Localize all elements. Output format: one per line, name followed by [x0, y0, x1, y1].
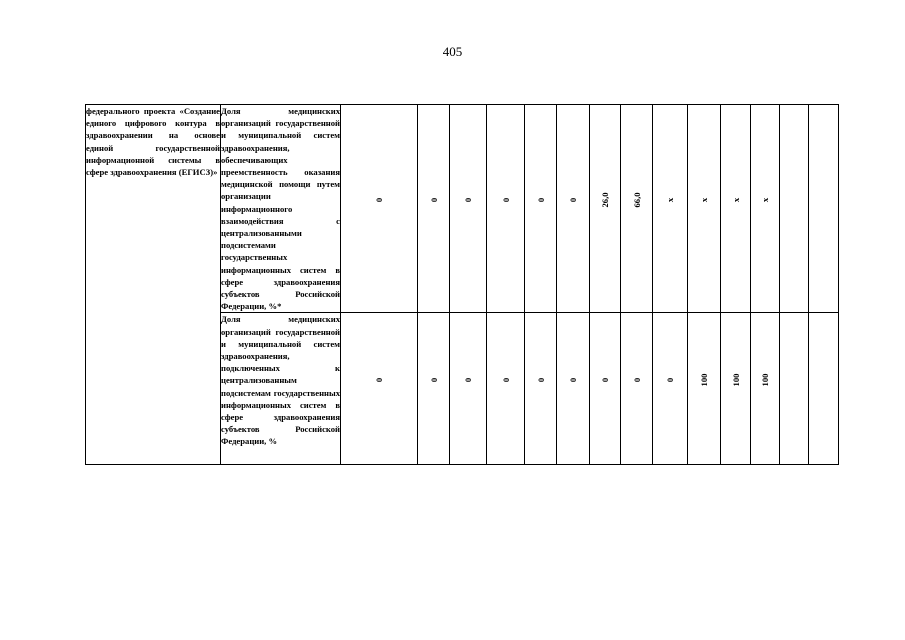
value-text: 0	[463, 377, 473, 383]
value-cell	[780, 105, 809, 313]
value-text: 66,0	[631, 192, 642, 208]
value-cell	[721, 105, 751, 313]
value-text: 0	[600, 377, 610, 383]
value-text: 0	[428, 198, 439, 203]
value-cell	[418, 105, 450, 313]
value-text: 0	[535, 377, 546, 383]
value-cell	[653, 313, 688, 465]
value-cell	[418, 313, 450, 465]
value-cell	[751, 105, 780, 313]
value-text: 100	[699, 373, 709, 387]
value-text: 0	[374, 377, 384, 383]
value-cell	[487, 105, 525, 313]
value-cell	[525, 105, 557, 313]
value-cell	[653, 105, 688, 313]
value-cell	[341, 105, 418, 313]
value-cell	[621, 313, 653, 465]
value-text: 100	[730, 373, 741, 387]
value-text: 0	[568, 377, 578, 383]
indicator-cell: Доля медицинских организаций государственной и муниципальной систем здравоохранения, обеспечивающих преемственность оказания медицинской помощи путем организации информационного взаимодействия с централизованными подсистемами государственных информационных систем в сфере здравоохранения субъектов Российской Федерации, %*	[221, 106, 340, 312]
value-text: x	[760, 198, 770, 203]
value-text: 0	[631, 377, 642, 383]
value-text: 26,0	[600, 192, 610, 208]
value-cell	[450, 313, 487, 465]
value-cell	[809, 105, 839, 313]
value-cell	[688, 105, 721, 313]
value-cell	[487, 313, 525, 465]
value-text: 0	[568, 198, 578, 203]
table-row	[86, 105, 839, 313]
value-cell	[721, 313, 751, 465]
value-text: 0	[374, 198, 384, 203]
value-cell	[688, 313, 721, 465]
value-text: 0	[428, 377, 439, 383]
value-text: 0	[463, 198, 473, 203]
page-number: 405	[442, 44, 463, 59]
value-cell	[809, 313, 839, 465]
value-text: 0	[535, 198, 546, 203]
value-cell	[590, 313, 621, 465]
value-text: 0	[500, 198, 511, 203]
value-cell	[780, 313, 809, 465]
value-text: x	[699, 198, 709, 203]
value-text: x	[665, 198, 675, 203]
value-cell	[525, 313, 557, 465]
value-cell	[450, 105, 487, 313]
value-text: 0	[665, 377, 675, 383]
value-cell	[590, 105, 621, 313]
value-cell	[557, 105, 590, 313]
indicators-table	[85, 104, 839, 465]
project-name-cell: федерального проекта «Создание единого цифрового контура в здравоохранении на основе единой государственной информационной системы в сфере здравоохранения (ЕГИСЗ)»	[86, 105, 221, 465]
indicator-cell: Доля медицинских организаций государственной и муниципальной систем здравоохранения, подключенных к централизованным подсистемам государственных информационных систем в сфере здравоохранения субъектов Российской Федерации, %	[221, 313, 341, 465]
value-cell	[341, 313, 418, 465]
value-text: 100	[760, 373, 770, 387]
value-text: 0	[500, 377, 511, 383]
value-cell	[557, 313, 590, 465]
value-cell	[621, 105, 653, 313]
value-text: x	[730, 198, 741, 203]
value-cell	[751, 313, 780, 465]
